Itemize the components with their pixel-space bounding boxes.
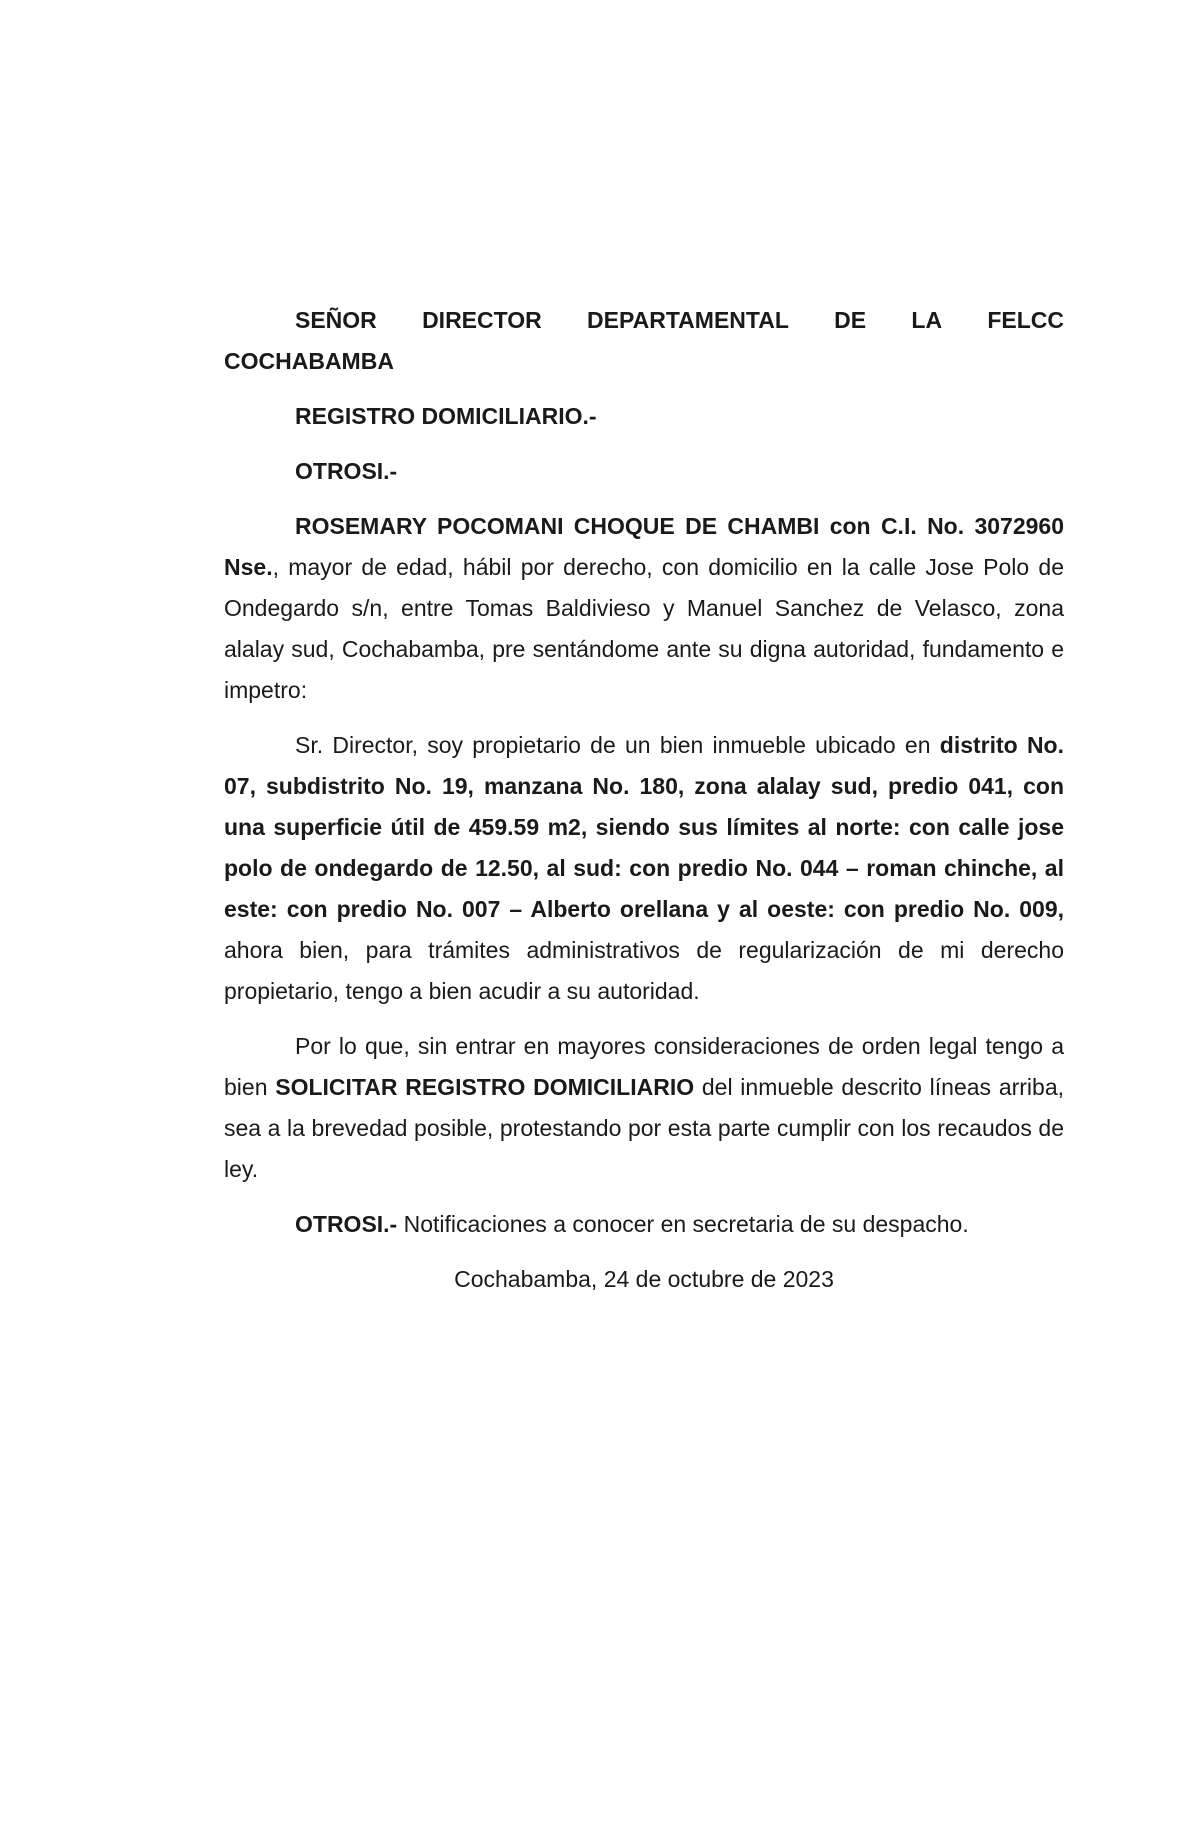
intro-paragraph [224,506,1064,711]
otrosi-heading: OTROSI.- [295,458,398,484]
request-post: del inmueble descrito líneas arriba, sea a la brevedad posible, protestando por esta parte cumplir con los recaudos de ley. [224,1074,1065,1182]
addressee-word: FELCC [987,307,1064,333]
addressee-line-2: COCHABAMBA [224,348,394,374]
petitioner-name: ROSEMARY POCOMANI CHOQUE DE CHAMBI con C.I. No. 3072960 Nse. [224,513,1064,580]
property-pre: Sr. Director, soy propietario de un bien inmueble ubicado en [295,732,940,758]
request-bold: SOLICITAR REGISTRO DOMICILIARIO [275,1074,695,1100]
otrosi-text: Notificaciones a conocer en secretaria de su despacho. [397,1211,969,1237]
addressee-word: SEÑOR [295,307,377,333]
request-pre: Por lo que, sin entrar en mayores consideraciones de orden legal tengo a bien [224,1033,1064,1100]
addressee-word: DE [834,307,867,333]
addressee-word: LA [911,307,943,333]
request-paragraph [224,1026,1064,1190]
property-post: ahora bien, para trámites administrativos de regularización de mi derecho propietario, tengo a bien acudir a su autoridad. [224,937,1064,1004]
property-details: distrito No. 07, subdistrito No. 19, manzana No. 180, zona alalay sud, predio 041, con una superficie útil de 459.59 m2, siendo sus límites al norte: con calle jose polo de ondegardo de 12.50, al sud: con predio No. 044 – roman chinche, al este: con predio No. 007 – Alberto orellana y al oeste: con predio No. 009, [224,732,1064,922]
addressee-word: DIRECTOR [422,307,542,333]
addressee-word: DEPARTAMENTAL [587,307,789,333]
date-line: Cochabamba, 24 de octubre de 2023 [454,1266,834,1292]
subject-heading: REGISTRO DOMICILIARIO.- [295,403,597,429]
otrosi-paragraph [224,1204,1064,1245]
document-page [224,300,1064,1300]
intro-text: , mayor de edad, hábil por derecho, con domicilio en la calle Jose Polo de Ondegardo s/n, entre Tomas Baldivieso y Manuel Sanchez de Velasco, zona alalay sud, Cochabamba, pre sentándome ante su digna autoridad, fundamento e impetro: [224,554,1064,703]
addressee-line-1 [295,300,1064,341]
property-paragraph [224,725,1064,1012]
otrosi-label: OTROSI.- [295,1211,398,1237]
